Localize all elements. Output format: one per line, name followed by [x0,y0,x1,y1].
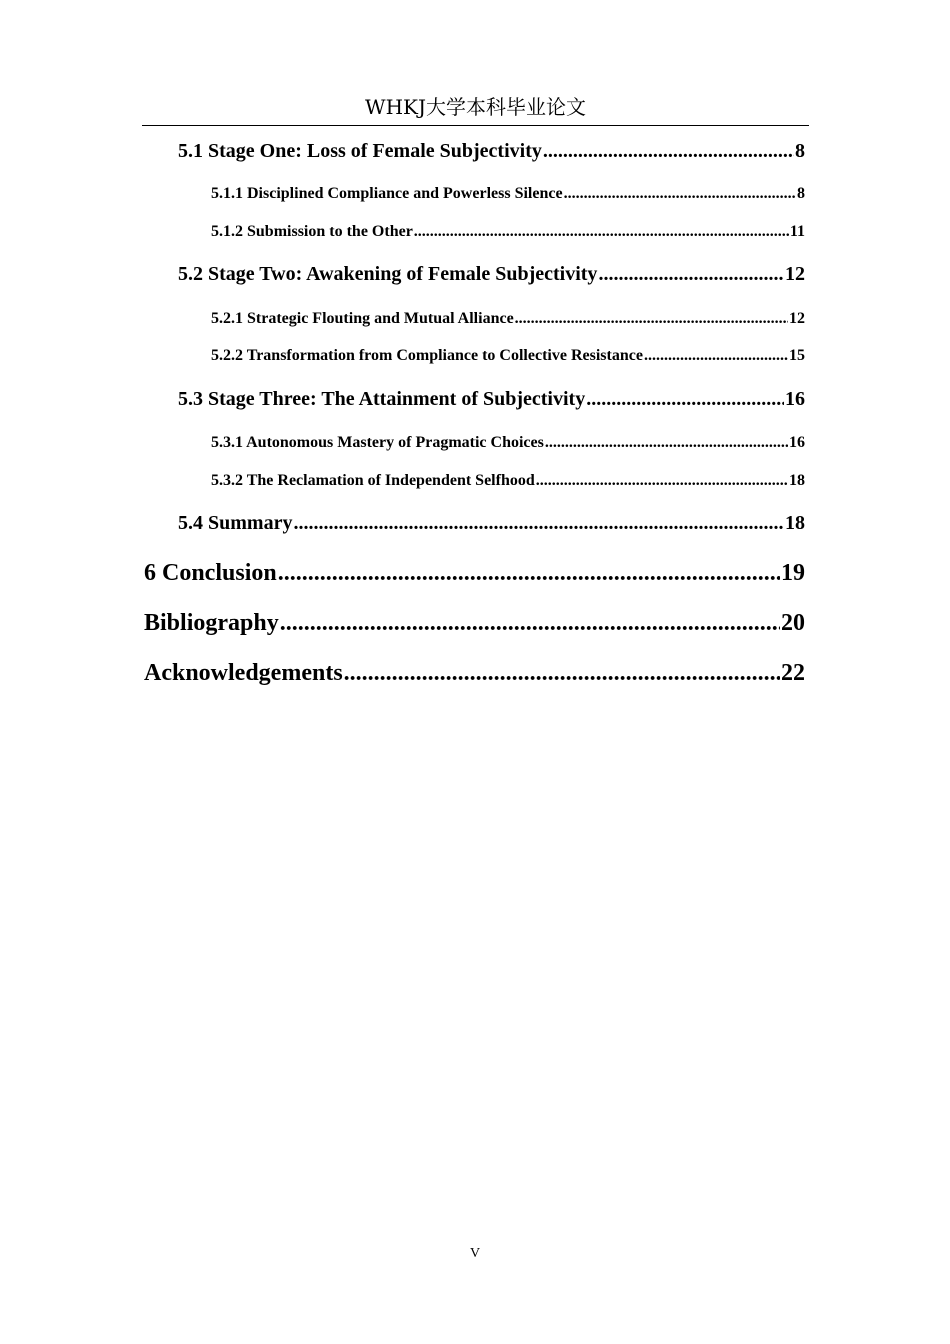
toc-entry-5-1-1[interactable] [211,185,805,207]
toc-entry-page: 18 [785,512,805,534]
toc-entry-label: 5.2.1 Strategic Flouting and Mutual Alliance [211,310,514,327]
toc-entry-page: 11 [789,223,805,240]
toc-entry-label: 5.1.1 Disciplined Compliance and Powerless Silence [211,185,563,202]
toc-entry-5-2-2[interactable] [211,347,805,369]
toc-entry-bibliography[interactable] [144,610,805,642]
toc-entry-page: 15 [789,347,805,364]
dot-leader [414,223,789,241]
toc-entry-label: 5.3.2 The Reclamation of Independent Selfhood [211,472,535,489]
dot-leader [543,140,794,163]
header-title: WHKJ大学本科毕业论文 [365,95,586,119]
toc-entry-page: 8 [795,140,805,162]
toc-entry-label: 6 Conclusion [144,560,277,586]
toc-entry-page: 19 [781,560,805,586]
toc-entry-page: 22 [781,660,805,686]
toc-entry-label: 5.2.2 Transformation from Compliance to Collective Resistance [211,347,643,364]
toc-entry-label: 5.1 Stage One: Loss of Female Subjectivity [178,140,542,162]
dot-leader [536,472,788,490]
dot-leader [293,512,784,535]
toc-entry-5-3-1[interactable] [211,434,805,456]
toc-entry-label: Bibliography [144,610,279,636]
toc-entry-page: 18 [789,472,805,489]
toc-entry-page: 12 [785,263,805,285]
dot-leader [545,434,788,452]
toc-entry-5-1[interactable] [178,140,805,166]
dot-leader [644,347,788,365]
toc-entry-page: 12 [789,310,805,327]
toc-entry-page: 16 [789,434,805,451]
toc-entry-5-4[interactable] [178,512,805,538]
toc-entry-label: 5.3.1 Autonomous Mastery of Pragmatic Choices [211,434,544,451]
toc-entry-label: 5.2 Stage Two: Awakening of Female Subjectivity [178,263,598,285]
dot-leader [586,388,784,411]
dot-leader [278,560,780,587]
dot-leader [515,310,788,328]
page-footer [0,1246,950,1262]
toc-entry-page: 20 [781,610,805,636]
dot-leader [280,610,780,637]
dot-leader [598,263,784,286]
toc-entry-6[interactable] [144,560,805,592]
toc-entry-label: Acknowledgements [144,660,343,686]
dot-leader [564,185,796,203]
toc-entry-5-3[interactable] [178,388,805,414]
dot-leader [344,660,780,687]
toc-entry-page: 16 [785,388,805,410]
toc-entry-5-2-1[interactable] [211,310,805,332]
toc-entry-label: 5.4 Summary [178,512,293,534]
toc-entry-label: 5.1.2 Submission to the Other [211,223,413,240]
toc-entry-5-3-2[interactable] [211,472,805,494]
toc-entry-page: 8 [797,185,805,202]
toc-entry-acknowledgements[interactable] [144,660,805,692]
toc-entry-label: 5.3 Stage Three: The Attainment of Subjectivity [178,388,586,410]
page-number: V [469,1246,481,1261]
toc-entry-5-2[interactable] [178,263,805,289]
toc-entry-5-1-2[interactable] [211,223,805,245]
